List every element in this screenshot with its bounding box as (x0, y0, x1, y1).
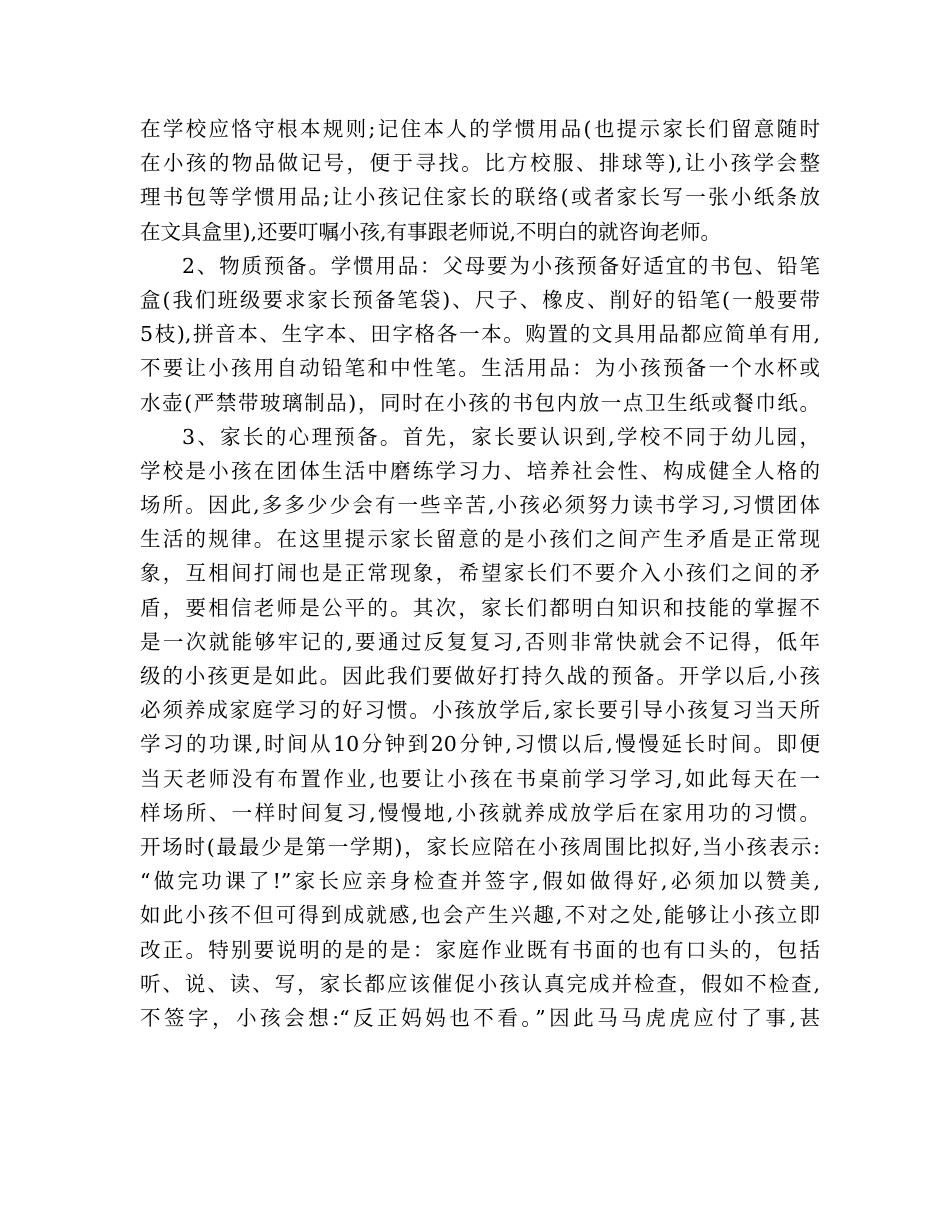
text-line: 样场所、一样时间复习,慢慢地,小孩就养成放学后在家用功的习惯。 (140, 800, 820, 825)
document-body-text (140, 112, 820, 1035)
text-line: 当天老师没有布置作业,也要让小孩在书桌前学习学习,如此每天在一 (140, 766, 820, 791)
text-line: 不要让小孩用自动铅笔和中性笔。生活用品：为小孩预备一个水杯或 (140, 356, 820, 381)
text-line: 在文具盒里),还要叮嘱小孩,有事跟老师说,不明白的就咨询老师。 (140, 219, 722, 244)
text-line: 在学校应恪守根本规则;记住本人的学惯用品(也提示家长们留意随时 (140, 117, 820, 141)
text-line: 如此小孩不但可得到成就感,也会产生兴趣,不对之处,能够让小孩立即 (140, 903, 820, 928)
text-line: 盒(我们班级要求家长预备笔袋)、尺子、橡皮、削好的铅笔(一般要带 (140, 287, 820, 312)
text-line: 改正。特别要说明的是的是：家庭作业既有书面的也有口头的，包括 (140, 937, 820, 962)
text-line: 必须养成家庭学习的好习惯。小孩放学后,家长要引导小孩复习当天所 (140, 698, 820, 723)
text-line: 学习的功课,时间从10分钟到20分钟,习惯以后,慢慢延长时间。即便 (140, 732, 820, 757)
text-line: “做完功课了!”家长应亲身检查并签字,假如做得好,必须加以赞美, (140, 869, 820, 894)
text-line: 场所。因此,多多少少会有一些辛苦,小孩必须努力读书学习,习惯团体 (140, 493, 820, 518)
text-line: 盾，要相信老师是公平的。其次，家长们都明白知识和技能的掌握不 (140, 595, 820, 620)
text-line: 开场时(最最少是第一学期)，家长应陪在小孩周围比拟好,当小孩表示: (140, 834, 820, 859)
text-line: 是一次就能够牢记的,要通过反复复习,否则非常快就会不记得，低年 (140, 629, 820, 654)
text-line: 在小孩的物品做记号，便于寻找。比方校服、排球等),让小孩学会整 (140, 151, 820, 176)
text-line: 生活的规律。在这里提示家长留意的是小孩们之间产生矛盾是正常现 (140, 527, 820, 552)
text-line: 听、说、读、写，家长都应该催促小孩认真完成并检查，假如不检查, (140, 971, 820, 996)
text-line: 理书包等学惯用品;让小孩记住家长的联络(或者家长写一张小纸条放 (140, 185, 820, 210)
text-line: 象，互相间打闹也是正常现象，希望家长们不要介入小孩们之间的矛 (140, 561, 820, 586)
text-line: 5枝),拼音本、生字本、田字格各一本。购置的文具用品都应简单有用, (140, 322, 820, 347)
text-line: 3、家长的心理预备。首先，家长要认识到,学校不同于幼儿园， (182, 424, 820, 449)
text-line: 不签字，小孩会想:“反正妈妈也不看。”因此马马虎虎应付了事,甚 (140, 1005, 820, 1030)
text-line: 级的小孩更是如此。因此我们要做好打持久战的预备。开学以后,小孩 (140, 664, 820, 688)
text-line: 2、物质预备。学惯用品：父母要为小孩预备好适宜的书包、铅笔 (182, 253, 820, 278)
text-line: 水壶(严禁带玻璃制品)，同时在小孩的书包内放一点卫生纸或餐巾纸。 (140, 390, 820, 415)
text-line: 学校是小孩在团体生活中磨练学习力、培养社会性、构成健全人格的 (140, 458, 820, 483)
